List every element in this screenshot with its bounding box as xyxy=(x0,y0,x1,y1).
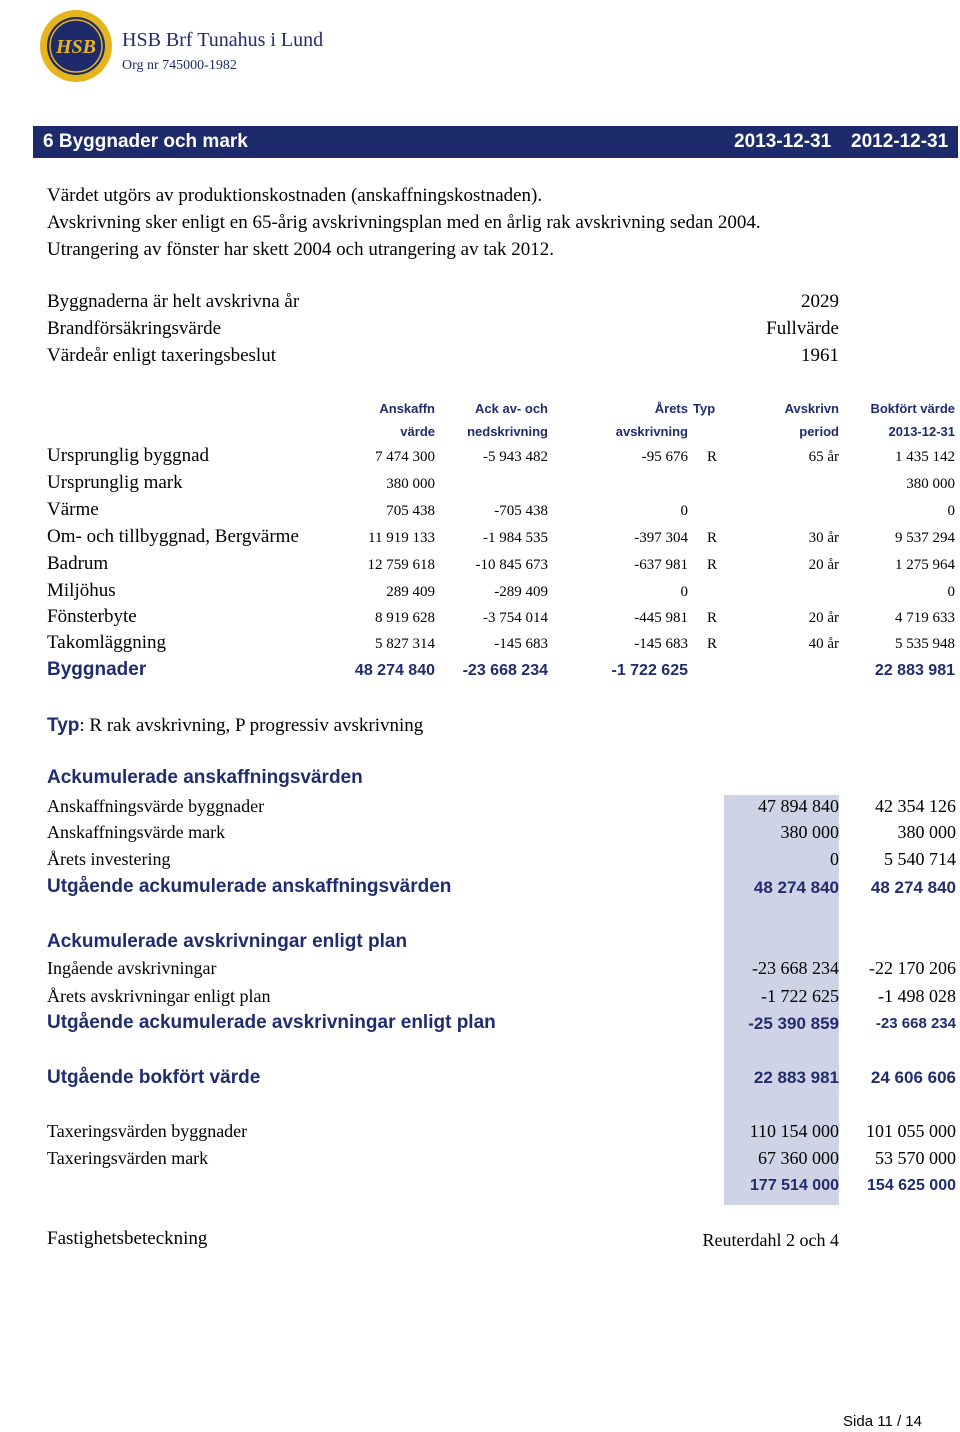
cell-bokfort: 380 000 xyxy=(906,476,955,492)
row-label: Värme xyxy=(47,499,99,520)
row-label: Årets investering xyxy=(47,849,171,869)
cell-bokfort: 4 719 633 xyxy=(895,610,955,626)
col-header: 2013-12-31 xyxy=(888,424,955,439)
col-header: Ack av- och xyxy=(475,401,548,416)
col-header: Bokfört värde xyxy=(870,401,955,416)
col-header: Årets xyxy=(654,401,688,416)
value-2013: -23 668 234 xyxy=(752,958,839,978)
value-2012: -22 170 206 xyxy=(869,958,956,978)
row-label: Ingående avskrivningar xyxy=(47,958,217,978)
cell-arets: -637 981 xyxy=(634,557,688,573)
property-label: Fastighetsbeteckning xyxy=(47,1228,208,1249)
value-2012: 101 055 000 xyxy=(866,1121,956,1141)
value-2012: 42 354 126 xyxy=(875,796,956,816)
acc-dep-heading: Ackumulerade avskrivningar enligt plan xyxy=(47,931,408,952)
tax-total-2013: 177 514 000 xyxy=(750,1177,839,1194)
cell-typ: R xyxy=(707,610,718,626)
value-2012: 380 000 xyxy=(897,822,956,842)
intro-line: Värdet utgörs av produktionskostnaden (anskaffningskostnaden). xyxy=(47,185,543,206)
page-number: Sida 11 / 14 xyxy=(843,1413,922,1430)
row-label: Taxeringsvärden mark xyxy=(47,1148,209,1168)
cell-arets: -445 981 xyxy=(634,610,688,626)
cell-bokfort: 0 xyxy=(947,503,955,519)
acc-acq-total-label: Utgående ackumulerade anskaffningsvärden xyxy=(47,876,452,897)
cell-ack: -289 409 xyxy=(494,584,548,600)
cell-period: 30 år xyxy=(808,530,839,546)
cell-arets: -145 683 xyxy=(634,636,688,652)
fact-label: Byggnaderna är helt avskrivna år xyxy=(47,291,300,312)
cell-bokfort: 5 535 948 xyxy=(895,636,955,652)
cell-period: 65 år xyxy=(808,449,839,465)
row-label: Ursprunglig byggnad xyxy=(47,445,210,466)
section-col-2012: 2012-12-31 xyxy=(851,131,949,152)
section-col-2013: 2013-12-31 xyxy=(734,131,832,152)
row-label: Takomläggning xyxy=(47,632,166,653)
fact-value: 2029 xyxy=(801,291,839,312)
fact-label: Brandförsäkringsvärde xyxy=(47,318,222,339)
cell-arets: 0 xyxy=(680,503,688,519)
value-2012: -1 498 028 xyxy=(878,986,956,1006)
cell-anskaffn: 8 919 628 xyxy=(375,610,435,626)
section-title: 6 Byggnader och mark xyxy=(43,131,248,152)
acc-acq-total-2013: 48 274 840 xyxy=(753,878,839,897)
cell-typ: R xyxy=(707,636,718,652)
cell-anskaffn: 7 474 300 xyxy=(375,449,435,465)
typ-note-label: Typ xyxy=(47,715,80,736)
intro-line: Avskrivning sker enligt en 65-årig avskrivningsplan med en årlig rak avskrivning sedan 2004. xyxy=(47,212,761,233)
cell-typ: R xyxy=(707,449,718,465)
svg-text:HSB: HSB xyxy=(55,36,97,58)
row-label: Taxeringsvärden byggnader xyxy=(47,1121,248,1141)
total-anskaffn: 48 274 840 xyxy=(354,662,435,679)
col-header: Anskaffn xyxy=(379,401,435,416)
row-label: Årets avskrivningar enligt plan xyxy=(47,986,271,1006)
cell-ack: -5 943 482 xyxy=(483,449,548,465)
col-header: nedskrivning xyxy=(467,424,548,439)
cell-bokfort: 1 275 964 xyxy=(895,557,955,573)
cell-anskaffn: 5 827 314 xyxy=(375,636,435,652)
cell-ack: -705 438 xyxy=(494,503,548,519)
cell-anskaffn: 289 409 xyxy=(386,584,435,600)
cell-period: 40 år xyxy=(808,636,839,652)
cell-ack: -1 984 535 xyxy=(483,530,548,546)
acc-dep-total-2013: -25 390 859 xyxy=(748,1014,839,1033)
cell-anskaffn: 705 438 xyxy=(386,503,435,519)
total-arets: -1 722 625 xyxy=(611,662,688,679)
cell-ack: -10 845 673 xyxy=(475,557,548,573)
fact-value: 1961 xyxy=(801,345,839,366)
col-header: värde xyxy=(400,424,435,439)
cell-ack: -145 683 xyxy=(494,636,548,652)
acc-dep-total-2012: -23 668 234 xyxy=(875,1015,956,1032)
acc-acq-heading: Ackumulerade anskaffningsvärden xyxy=(47,767,363,788)
value-2013: -1 722 625 xyxy=(761,986,839,1006)
value-2013: 110 154 000 xyxy=(749,1121,839,1141)
fact-value: Fullvärde xyxy=(766,318,839,339)
col-header: avskrivning xyxy=(615,424,688,439)
value-2013: 67 360 000 xyxy=(758,1148,839,1168)
cell-anskaffn: 380 000 xyxy=(386,476,435,492)
value-2013: 47 894 840 xyxy=(758,796,839,816)
cell-ack: -3 754 014 xyxy=(483,610,548,626)
cell-arets: -95 676 xyxy=(641,449,688,465)
col-header: Typ xyxy=(693,401,716,416)
row-label: Anskaffningsvärde mark xyxy=(47,822,226,842)
cell-bokfort: 1 435 142 xyxy=(895,449,955,465)
col-header: Avskrivn xyxy=(784,401,839,416)
col-header: period xyxy=(799,424,839,439)
cell-bokfort: 9 537 294 xyxy=(895,530,955,546)
cell-typ: R xyxy=(707,530,718,546)
row-label: Om- och tillbyggnad, Bergvärme xyxy=(47,526,299,547)
cell-period: 20 år xyxy=(808,557,839,573)
section-title-bar xyxy=(33,126,958,158)
hsb-logo xyxy=(38,8,114,84)
typ-note xyxy=(47,715,423,737)
cell-typ: R xyxy=(707,557,718,573)
row-label: Anskaffningsvärde byggnader xyxy=(47,796,265,816)
organisation-name: HSB Brf Tunahus i Lund xyxy=(122,29,324,51)
tax-total-2012: 154 625 000 xyxy=(867,1177,956,1194)
acc-acq-total-2012: 48 274 840 xyxy=(870,878,956,897)
value-2013: 0 xyxy=(830,849,839,869)
row-label: Ursprunglig mark xyxy=(47,472,183,493)
value-2012: 53 570 000 xyxy=(875,1148,956,1168)
cell-bokfort: 0 xyxy=(947,584,955,600)
total-ack: -23 668 234 xyxy=(462,662,548,679)
value-2012: 5 540 714 xyxy=(884,849,956,869)
typ-note-text: : R rak avskrivning, P progressiv avskrivning xyxy=(79,715,424,736)
book-value-2013: 22 883 981 xyxy=(753,1068,839,1087)
acc-dep-total-label: Utgående ackumulerade avskrivningar enligt plan xyxy=(47,1012,496,1033)
cell-arets: -397 304 xyxy=(634,530,688,546)
intro-line: Utrangering av fönster har skett 2004 och utrangering av tak 2012. xyxy=(47,239,555,260)
book-value-2012: 24 606 606 xyxy=(870,1068,956,1087)
total-bokfort: 22 883 981 xyxy=(874,662,955,679)
value-2013: 380 000 xyxy=(780,822,839,842)
row-label: Miljöhus xyxy=(47,580,116,601)
cell-period: 20 år xyxy=(808,610,839,626)
book-value-label: Utgående bokfört värde xyxy=(47,1067,261,1088)
cell-arets: 0 xyxy=(680,584,688,600)
cell-anskaffn: 12 759 618 xyxy=(367,557,435,573)
property-value: Reuterdahl 2 och 4 xyxy=(702,1230,839,1250)
total-label: Byggnader xyxy=(47,659,147,680)
organisation-number: Org nr 745000-1982 xyxy=(122,58,237,73)
row-label: Fönsterbyte xyxy=(47,606,137,627)
fact-label: Värdeår enligt taxeringsbeslut xyxy=(47,345,276,366)
row-label: Badrum xyxy=(47,553,109,574)
cell-anskaffn: 11 919 133 xyxy=(368,530,435,546)
